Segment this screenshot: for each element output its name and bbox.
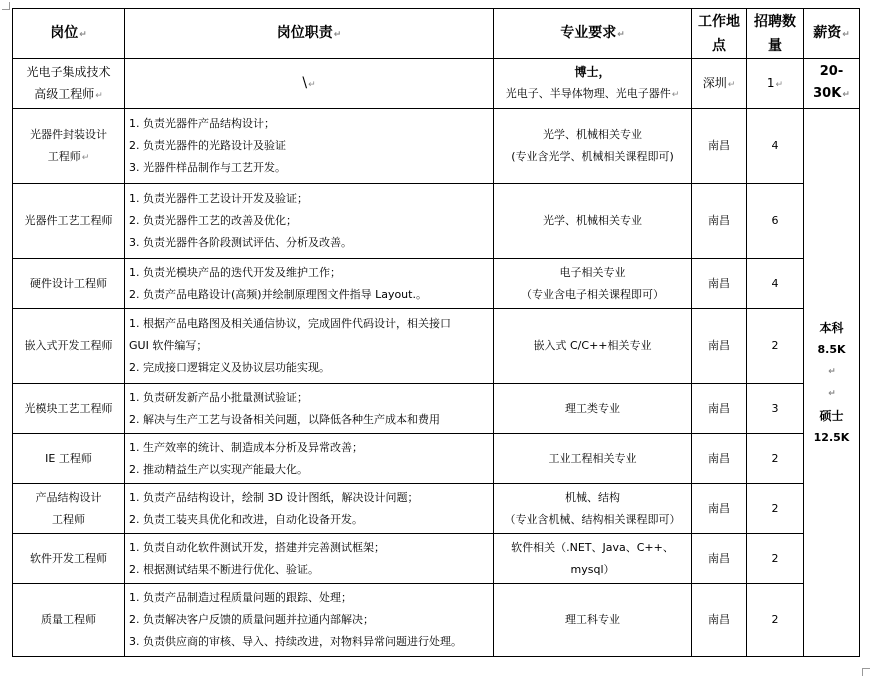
requirements-cell: 光学、机械相关专业 [494,184,692,259]
position-cell: 质量工程师 [13,584,125,657]
salary-phd: 20-30K↵ [804,59,860,109]
header-requirements: 专业要求↵ [494,9,692,59]
table-row [13,584,860,657]
requirements-cell: 嵌入式 C/C++相关专业 [494,309,692,384]
duties-cell: 1. 生产效率的统计、制造成本分析及异常改善； 2. 推动精益生产以实现产能最大化。 [125,434,494,484]
position-cell: 嵌入式开发工程师 [13,309,125,384]
headcount-cell: 2 [747,584,804,657]
salary-master-label: 硕士 [819,408,844,423]
location-cell: 南昌 [692,384,747,434]
headcount-cell: 6 [747,184,804,259]
headcount-cell: 4 [747,259,804,309]
duties-cell: 1. 负责产品结构设计，绘制 3D 设计图纸，解决设计问题； 2. 负责工装夹具优化和改进，自动化设备开发。 [125,484,494,534]
duties-cell: 1. 根据产品电路图及相关通信协议，完成固件代码设计，相关接口 GUI 软件编写； 2. 完成接口逻辑定义及协议层功能实现。 [125,309,494,384]
recruitment-table [12,8,860,657]
page-corner-mark [862,668,870,676]
location-cell: 南昌 [692,484,747,534]
position-cell: 光器件工艺工程师 [13,184,125,259]
position-cell: 硬件设计工程师 [13,259,125,309]
requirements-cell: 电子相关专业 （专业含电子相关课程即可） [494,259,692,309]
position-cell: 软件开发工程师 [13,534,125,584]
duties-cell: 1. 负责光模块产品的迭代开发及维护工作； 2. 负责产品电路设计(高频)并绘制原理图文件指导 Layout.。 [125,259,494,309]
location-cell: 南昌 [692,259,747,309]
location-cell: 深圳↵ [692,59,747,109]
requirements-cell: 博士， 光电子、半导体物理、光电子器件↵ [494,59,692,109]
table-row [13,384,860,434]
header-position: 岗位↵ [13,9,125,59]
requirements-cell: 理工类专业 [494,384,692,434]
requirements-cell: 光学、机械相关专业 (专业含光学、机械相关课程即可) [494,109,692,184]
salary-merged-cell: 本科 8.5K ↵ ↵ 硕士 12.5K [804,109,860,657]
location-cell: 南昌 [692,109,747,184]
requirements-cell: 工业工程相关专业 [494,434,692,484]
requirements-cell: 软件相关（.NET、Java、C++、 mysql） [494,534,692,584]
page-corner-mark [2,2,10,10]
header-location: 工作地 点 [692,9,747,59]
table-row [13,259,860,309]
headcount-cell: 2 [747,534,804,584]
headcount-cell: 2 [747,309,804,384]
table-row [13,484,860,534]
duties-cell: \↵ [125,59,494,109]
headcount-cell: 1↵ [747,59,804,109]
salary-bachelor-value: 8.5K [817,342,846,356]
headcount-cell: 4 [747,109,804,184]
headcount-cell: 2 [747,434,804,484]
table-row [13,309,860,384]
requirements-cell: 机械、结构 （专业含机械、结构相关课程即可） [494,484,692,534]
header-headcount: 招聘数 量 [747,9,804,59]
location-cell: 南昌 [692,584,747,657]
position-cell: 光模块工艺工程师 [13,384,125,434]
salary-master-value: 12.5K [813,430,850,444]
position-cell: 光器件封装设计 工程师↵ [13,109,125,184]
position-cell: 光电子集成技术 高级工程师↵ [13,59,125,109]
table-row [13,109,860,184]
location-cell: 南昌 [692,309,747,384]
duties-cell: 1. 负责自动化软件测试开发，搭建并完善测试框架； 2. 根据测试结果不断进行优化、验证。 [125,534,494,584]
header-row [13,9,860,59]
duties-cell: 1. 负责产品制造过程质量问题的跟踪、处理； 2. 负责解决客户反馈的质量问题并拉通内部解决； 3. 负责供应商的审核、导入、持续改进，对物料异常问题进行处理。 [125,584,494,657]
table-row [13,434,860,484]
salary-bachelor-label: 本科 [819,320,844,335]
table-row [13,184,860,259]
duties-cell: 1. 负责光器件产品结构设计； 2. 负责光器件的光路设计及验证 3. 光器件样品制作与工艺开发。 [125,109,494,184]
requirements-cell: 理工科专业 [494,584,692,657]
location-cell: 南昌 [692,434,747,484]
location-cell: 南昌 [692,184,747,259]
location-cell: 南昌 [692,534,747,584]
position-cell: IE 工程师 [13,434,125,484]
headcount-cell: 3 [747,384,804,434]
duties-cell: 1. 负责光器件工艺设计开发及验证； 2. 负责光器件工艺的改善及优化； 3. 负责光器件各阶段测试评估、分析及改善。 [125,184,494,259]
header-salary: 薪资↵ [804,9,860,59]
table-row [13,59,860,109]
header-duties: 岗位职责↵ [125,9,494,59]
headcount-cell: 2 [747,484,804,534]
table-row [13,534,860,584]
position-cell: 产品结构设计 工程师 [13,484,125,534]
duties-cell: 1. 负责研发新产品小批量测试验证； 2. 解决与生产工艺与设备相关问题，以降低各种生产成本和费用 [125,384,494,434]
